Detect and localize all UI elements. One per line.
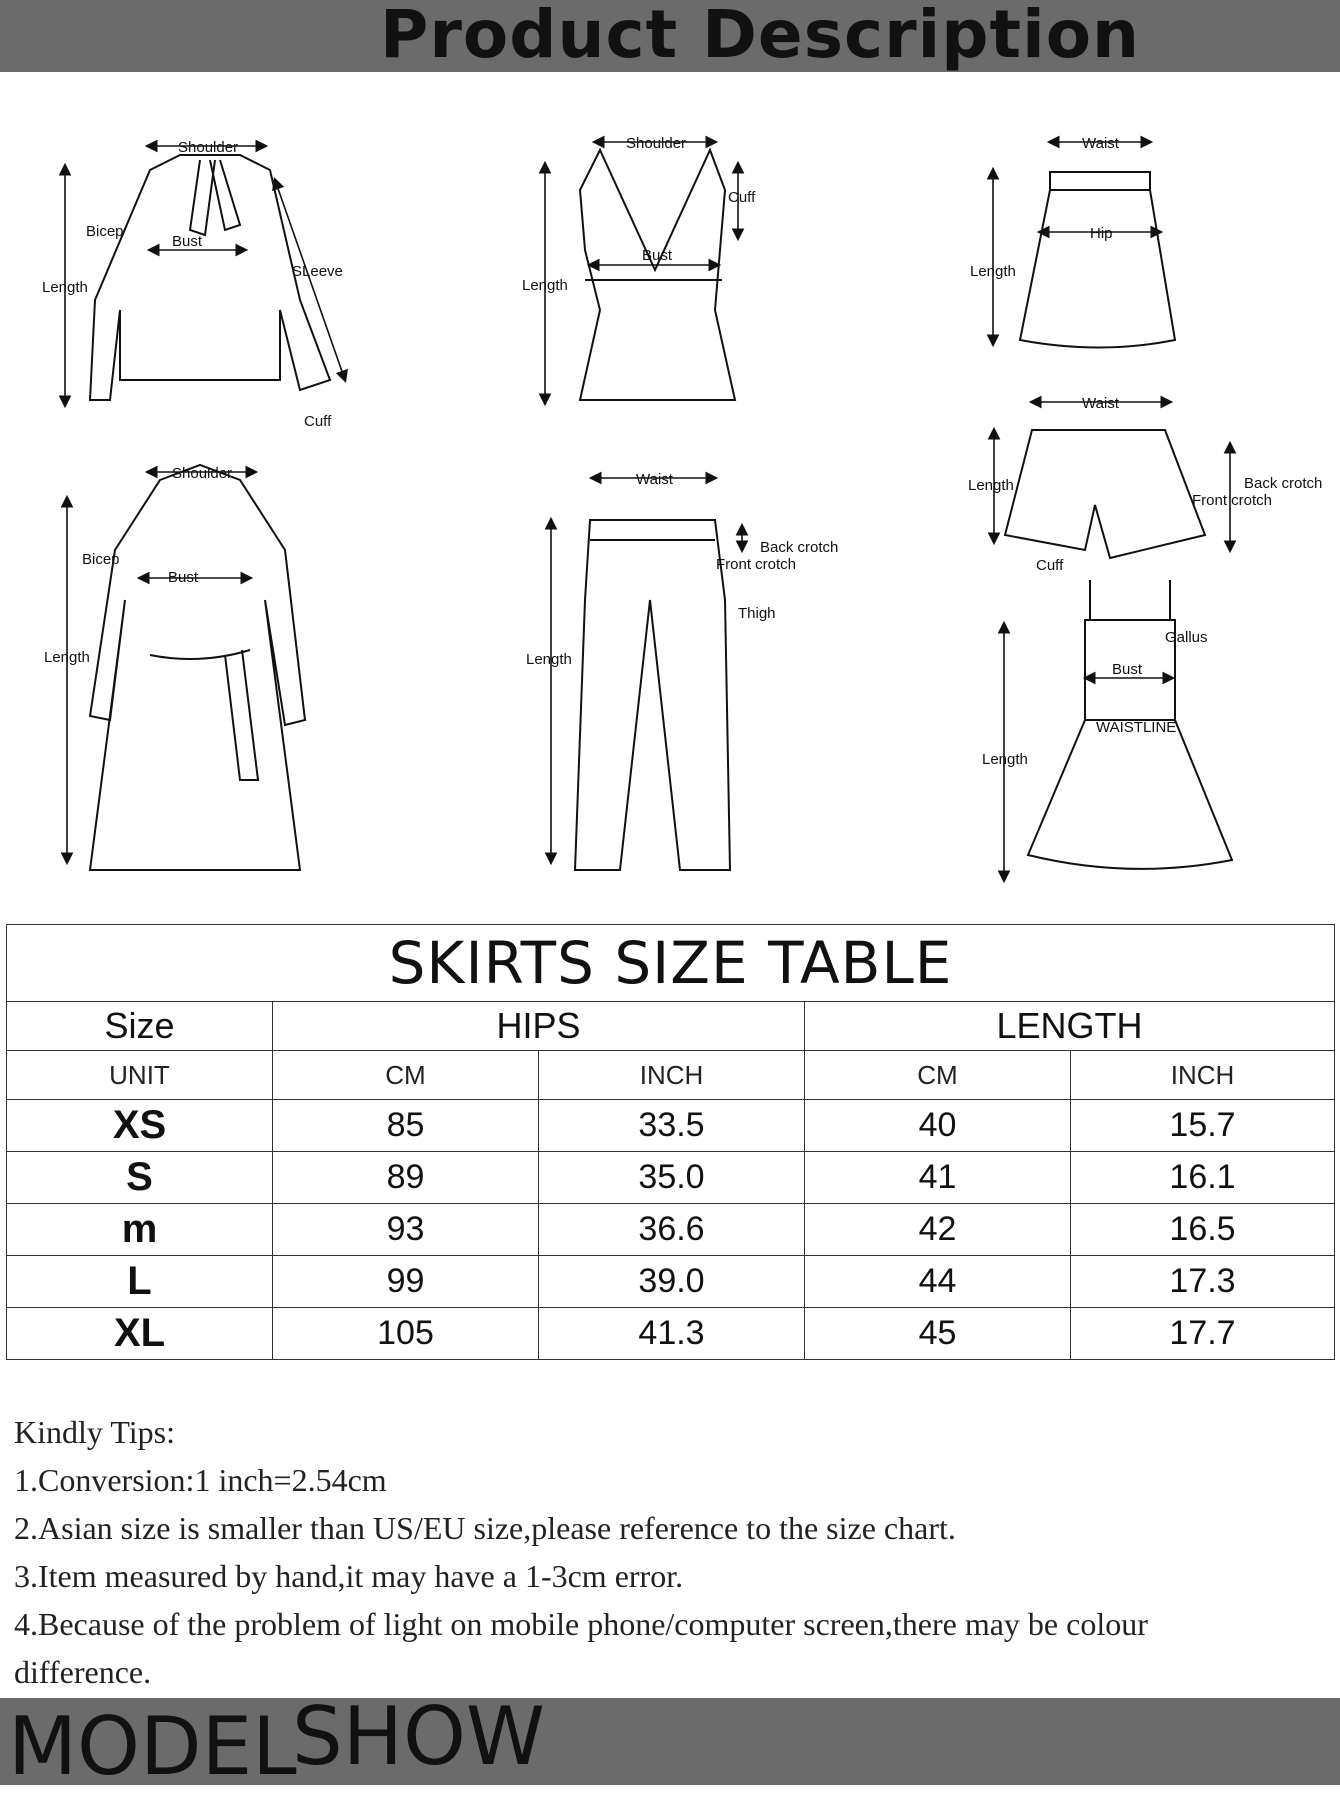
footer-banner [0,1690,1340,1793]
size-cell: m [7,1204,273,1256]
tip-item: 3.Item measured by hand,it may have a 1-3cm error. [14,1558,684,1594]
size-cell: S [7,1152,273,1204]
shorts-length-label: Length [968,477,1014,494]
coat-length-label: Length [44,649,90,666]
skirt-diagram [970,135,1175,348]
size-header: Size [7,1002,273,1051]
shorts-waist-label: Waist [1082,395,1119,412]
page-title: Product Description [380,0,1141,73]
hips-cm-cell: 93 [273,1204,539,1256]
dress-bust-label: Bust [1112,661,1143,678]
shorts-diagram [968,395,1322,574]
tip-item: difference. [14,1654,152,1690]
length-inch-header: INCH [1071,1051,1335,1100]
hips-header: HIPS [273,1002,805,1051]
tip-item: 2.Asian size is smaller than US/EU size,please reference to the size chart. [14,1510,956,1546]
vest-length-label: Length [522,277,568,294]
size-cell: L [7,1256,273,1308]
dress-diagram [982,580,1232,880]
length-inch-cell: 17.7 [1071,1308,1335,1360]
kindly-tips [14,1408,1148,1696]
shirt-length-label: Length [42,279,88,296]
hips-cm-cell: 105 [273,1308,539,1360]
shorts-front-crotch-label: Front crotch [1192,492,1273,509]
vest-cuff-label: Cuff [728,189,756,206]
hips-inch-header: INCH [539,1051,805,1100]
tip-item: 4.Because of the problem of light on mobile phone/computer screen,there may be colour [14,1606,1148,1642]
dress-length-label: Length [982,751,1028,768]
skirts-size-table [6,924,1335,1360]
table-row [7,1256,1335,1308]
shirt-bust-label: Bust [172,233,203,250]
length-inch-cell: 15.7 [1071,1100,1335,1152]
shirt-bicep-label: Bicep [86,223,124,240]
table-row [7,1204,1335,1256]
hips-cm-header: CM [273,1051,539,1100]
coat-shoulder-label: Shoulder [172,465,233,482]
dress-gallus-label: Gallus [1165,629,1208,646]
length-cm-header: CM [805,1051,1071,1100]
skirt-waist-label: Waist [1082,135,1119,152]
footer-title-part2: SHOW [292,1690,546,1783]
pants-length-label: Length [526,651,572,668]
skirt-hip-label: Hip [1090,225,1113,242]
length-inch-cell: 17.3 [1071,1256,1335,1308]
hips-inch-cell: 36.6 [539,1204,805,1256]
hips-inch-cell: 33.5 [539,1100,805,1152]
hips-cm-cell: 89 [273,1152,539,1204]
shorts-back-crotch-label: Back crotch [1244,475,1323,492]
pants-waist-label: Waist [636,471,673,488]
vest-bust-label: Bust [642,247,673,264]
skirt-length-label: Length [970,263,1016,280]
tip-item: 1.Conversion:1 inch=2.54cm [14,1462,387,1498]
vest-diagram [522,135,756,403]
hips-inch-cell: 35.0 [539,1152,805,1204]
length-cm-cell: 40 [805,1100,1071,1152]
shirt-sleeve-label: SLeeve [292,263,343,280]
hips-inch-cell: 39.0 [539,1256,805,1308]
coat-bicep-label: Bicep [82,551,120,568]
footer-title-part1: MODEL [8,1700,297,1793]
length-cm-cell: 44 [805,1256,1071,1308]
table-row [7,1308,1335,1360]
hips-cm-cell: 99 [273,1256,539,1308]
vest-shoulder-label: Shoulder [626,135,687,152]
table-row [7,1100,1335,1152]
length-cm-cell: 45 [805,1308,1071,1360]
length-inch-cell: 16.1 [1071,1152,1335,1204]
pants-diagram [526,471,838,870]
shirt-cuff-label: Cuff [304,413,332,430]
shirt-shoulder-label: Shoulder [178,139,239,156]
length-cm-cell: 41 [805,1152,1071,1204]
hips-inch-cell: 41.3 [539,1308,805,1360]
size-table-title: SKIRTS SIZE TABLE [7,925,1335,1002]
coat-diagram [44,465,305,870]
pants-back-crotch-label: Back crotch [760,539,839,556]
shirt-diagram [42,139,345,430]
measurement-diagrams [0,80,1340,910]
length-header: LENGTH [805,1002,1335,1051]
pants-front-crotch-label: Front crotch [716,556,797,573]
length-cm-cell: 42 [805,1204,1071,1256]
size-cell: XL [7,1308,273,1360]
unit-header: UNIT [7,1051,273,1100]
pants-thigh-label: Thigh [738,605,776,622]
tips-heading: Kindly Tips: [14,1414,175,1450]
header-banner [0,0,1340,72]
shorts-cuff-label: Cuff [1036,557,1064,574]
length-inch-cell: 16.5 [1071,1204,1335,1256]
hips-cm-cell: 85 [273,1100,539,1152]
coat-bust-label: Bust [168,569,199,586]
table-row [7,1152,1335,1204]
size-cell: XS [7,1100,273,1152]
dress-waistline-label: WAISTLINE [1096,719,1177,736]
